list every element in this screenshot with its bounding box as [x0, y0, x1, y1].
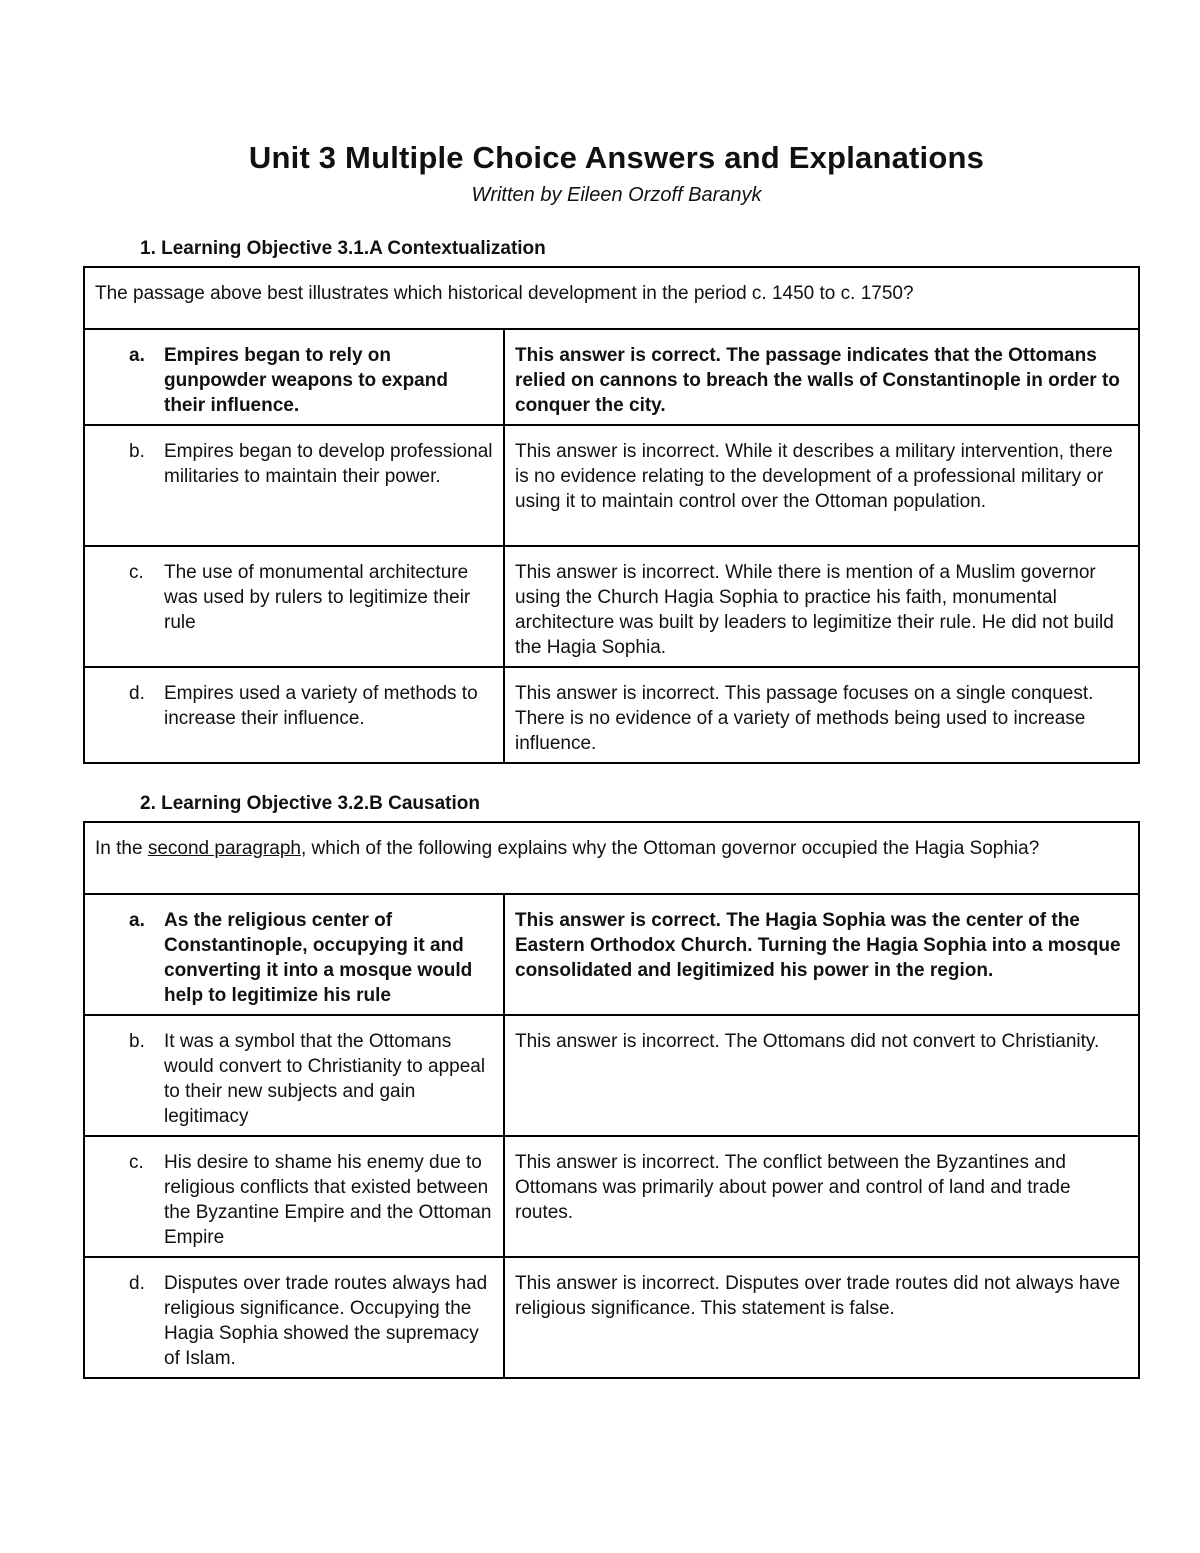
option-letter: b. [129, 441, 145, 462]
option-text: Disputes over trade routes always had religious significance. Occupying the Hagia Sophia showed the supremacy of Islam. [164, 1273, 488, 1369]
option-explanation: This answer is correct. The passage indicates that the Ottomans relied on cannons to breach the walls of Constantinople in order to conquer the city. [504, 329, 1139, 425]
option-letter: d. [129, 1273, 145, 1294]
option-explanation: This answer is incorrect. The Ottomans did not convert to Christianity. [504, 1015, 1139, 1136]
underlined-phrase: second paragraph [147, 838, 301, 859]
document-author: Written by Eileen Orzoff Baranyk [471, 184, 762, 206]
option-explanation: This answer is incorrect. Disputes over trade routes did not always have religious significance. This statement is false. [504, 1257, 1139, 1378]
option-explanation: This answer is incorrect. While there is mention of a Muslim governor using the Church Hagia Sophia to practice his faith, monumental architecture was built by leaders to legimitize their rule. He did not build the Hagia Sophia. [504, 546, 1139, 667]
table-row [84, 1257, 1139, 1378]
table-row [84, 425, 1139, 546]
option-explanation: This answer is incorrect. While it describes a military intervention, there is no evidence relating to the development of a professional military or using it to maintain control over the Ottoman population. [504, 425, 1139, 546]
option-text: As the religious center of Constantinople, occupying it and converting it into a mosque would help to legitimize his rule [164, 910, 473, 1006]
option-letter: c. [129, 562, 144, 583]
option-text: The use of monumental architecture was used by rulers to legitimize their rule [164, 562, 471, 633]
option-text: It was a symbol that the Ottomans would convert to Christianity to appeal to their new subjects and gain legitimacy [164, 1031, 486, 1127]
table-row [84, 546, 1139, 667]
option-text: Empires began to rely on gunpowder weapons to expand their influence. [164, 345, 448, 416]
question-2-objective: 2. Learning Objective 3.2.B Causation [140, 793, 480, 814]
question-2-table [83, 821, 1140, 1379]
option-text: Empires began to develop professional militaries to maintain their power. [164, 441, 493, 487]
option-letter: a. [129, 910, 145, 931]
table-row [84, 667, 1139, 763]
document-title: Unit 3 Multiple Choice Answers and Explanations [248, 140, 985, 175]
option-text: His desire to shame his enemy due to religious conflicts that existed between the Byzantine Empire and the Ottoman Empire [164, 1152, 492, 1248]
table-row [84, 894, 1139, 1015]
option-explanation: This answer is incorrect. The conflict between the Byzantines and Ottomans was primarily about power and control of land and trade routes. [504, 1136, 1139, 1257]
question-2-prompt: In the second paragraph, which of the following explains why the Ottoman governor occupied the Hagia Sophia? [84, 822, 1139, 894]
option-explanation: This answer is incorrect. This passage focuses on a single conquest. There is no evidence of a variety of methods being used to increase influence. [504, 667, 1139, 763]
option-letter: d. [129, 683, 145, 704]
table-row [84, 1136, 1139, 1257]
option-letter: a. [129, 345, 145, 366]
option-letter: b. [129, 1031, 145, 1052]
table-row [84, 329, 1139, 425]
option-explanation: This answer is correct. The Hagia Sophia was the center of the Eastern Orthodox Church. Turning the Hagia Sophia into a mosque consolidated and legitimized his power in the region. [504, 894, 1139, 1015]
question-1-table [83, 266, 1140, 764]
question-1-prompt: The passage above best illustrates which historical development in the period c. 1450 to c. 1750? [84, 267, 1139, 329]
question-1-objective: 1. Learning Objective 3.1.A Contextualization [140, 238, 546, 259]
option-text: Empires used a variety of methods to increase their influence. [164, 683, 478, 729]
option-letter: c. [129, 1152, 144, 1173]
table-row [84, 1015, 1139, 1136]
